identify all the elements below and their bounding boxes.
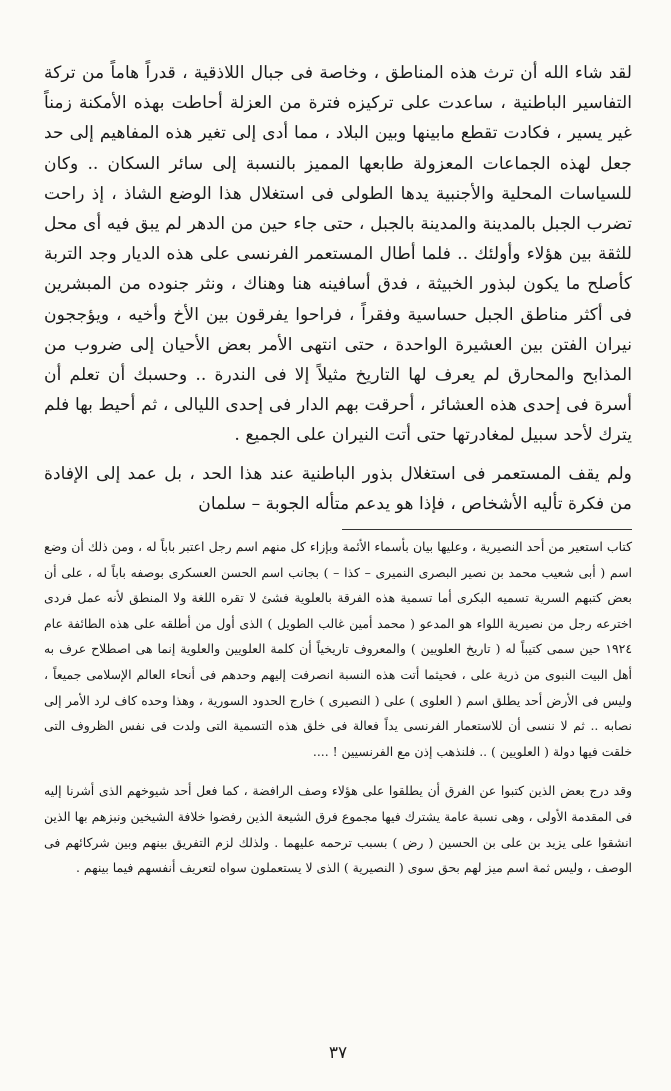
- footnotes: [44, 534, 632, 881]
- footnote-1: كتاب استعير من أحد النصيرية ، وعليها بيان بأسماء الأئمة وبإزاء كل منهم اسم رجل اعتبر باباً له ، ومن ذلك أن وضع اسم ( أبى شعيب محمد بن نصير البصرى النميرى – كذا – ) بجانب اسم الحسن العسكرى بوصفه باباً له ، على أن بعض كتبهم السرية تسميه البكرى أما تسمية هذه الفرقة بالعلوية فشئ لا تقره اللغة ولا المنطق لأنه عمل فردى اخترعه رجل من نصيرية اللواء هو المدعو ( محمد أمين غالب الطويل ) الذى أول من أطلقه على هذه الطائفة عام ١٩٢٤ حين سمى كتيباً له ( تاريخ العلويين ) والمعروف تاريخياً أن كلمة العلويين والعلوية إنما هى اصطلاح عرف به أهل البيت النبوى من ذرية على ، فحيثما أتت هذه النسبة انصرفت إليهم وحدهم فى أنحاء العالم الإسلامى جميعاً ، وليس فى الأرض أحد يطلق اسم ( العلوى ) على ( النصيرى ) خارج الحدود السورية ، وهذا وحده كاف لرد الأمر إلى نصابه .. ثم لا ننسى أن للاستعمار الفرنسى يداً فعالة فى خلق هذه التسمية التى ولدت فى نفس الظروف التى خلقت فيها دولة ( العلويين ) .. فلنذهب إذن مع الفرنسيين ! ....: [44, 539, 632, 759]
- paragraph-1: لقد شاء الله أن ترث هذه المناطق ، وخاصة فى جبال اللاذقية ، قدراً هاماً من تركة التفاسير الباطنية ، ساعدت على تركيزه فترة من العزلة أحاطت بهذه الأمكنة زمناً غير يسير ، فكادت تقطع مابينها وبين البلاد ، مما أدى إلى تغير هذه المفاهيم إلى حد جعل لهذه الجماعات المعزولة طابعها المميز بالنسبة إلى سائر السكان .. وكان للسياسات المحلية والأجنبية يدها الطولى فى استغلال هذا الوضع الشاذ ، إذ راحت تضرب الجبل بالمدينة والمدينة بالجبل ، حتى جاء حين من الدهر لم يبق فيه أى محل للثقة بين هؤلاء وأولئك .. فلما أطال المستعمر الفرنسى على هذه الديار وجد التربة كأصلح ما يكون لبذور الخبيثة ، فدق أسافينه هنا وهناك ، ونثر جنوده من المبشرين فى أكثر مناطق الجبل حساسية وفقراً ، فراحوا يفرقون بين الأخ وأخيه ، ويؤججون نيران الفتن بين العشيرة الواحدة ، حتى انتهى الأمر بعض الأحيان إلى ضروب من المذابح والمحارق لم يعرف لها التاريخ مثيلاً إلا فى الندرة .. وحسبك أن تعلم أن أسرة فى إحدى هذه العشائر ، أحرقت بهم الدار فى إحدى الليالى ، ثم أحيط بها فلم يترك لأحد سبيل لمغادرتها حتى أتت النيران على الجميع .: [44, 63, 632, 446]
- page-number: ٣٧: [328, 1043, 348, 1063]
- main-text: [44, 58, 632, 519]
- footnote-2: وقد درج بعض الذين كتبوا عن الفرق أن يطلقوا على هؤلاء وصف الرافضة ، كما فعل أحد شيوخهم الذى أشرنا إليه فى المقدمة الأولى ، وهى نسبة عامة يشترك فيها مجموع فرق الشيعة الذين رفضوا خلافة الشيخين ونبزهم بها الذين انشقوا على يزيد بن على بن الحسين ( رض ) بسبب ترحمه عليهما . ولذلك لزم التفريق بينهم وبين شركائهم فى الوصف ، وليس ثمة اسم ميز لهم بحق سوى ( النصيرية ) الذى لا يستعملون سواه لتعريف أنفسهم فيما بينهم .: [44, 783, 632, 876]
- paragraph-2: ولم يقف المستعمر فى استغلال بذور الباطنية عند هذا الحد ، بل عمد إلى الإفادة من فكرة تأليه الأشخاص ، فإذا هو يدعم متأله الجوبة – سلمان: [44, 463, 632, 514]
- footnote-separator: [342, 529, 632, 530]
- book-page: [44, 58, 632, 1068]
